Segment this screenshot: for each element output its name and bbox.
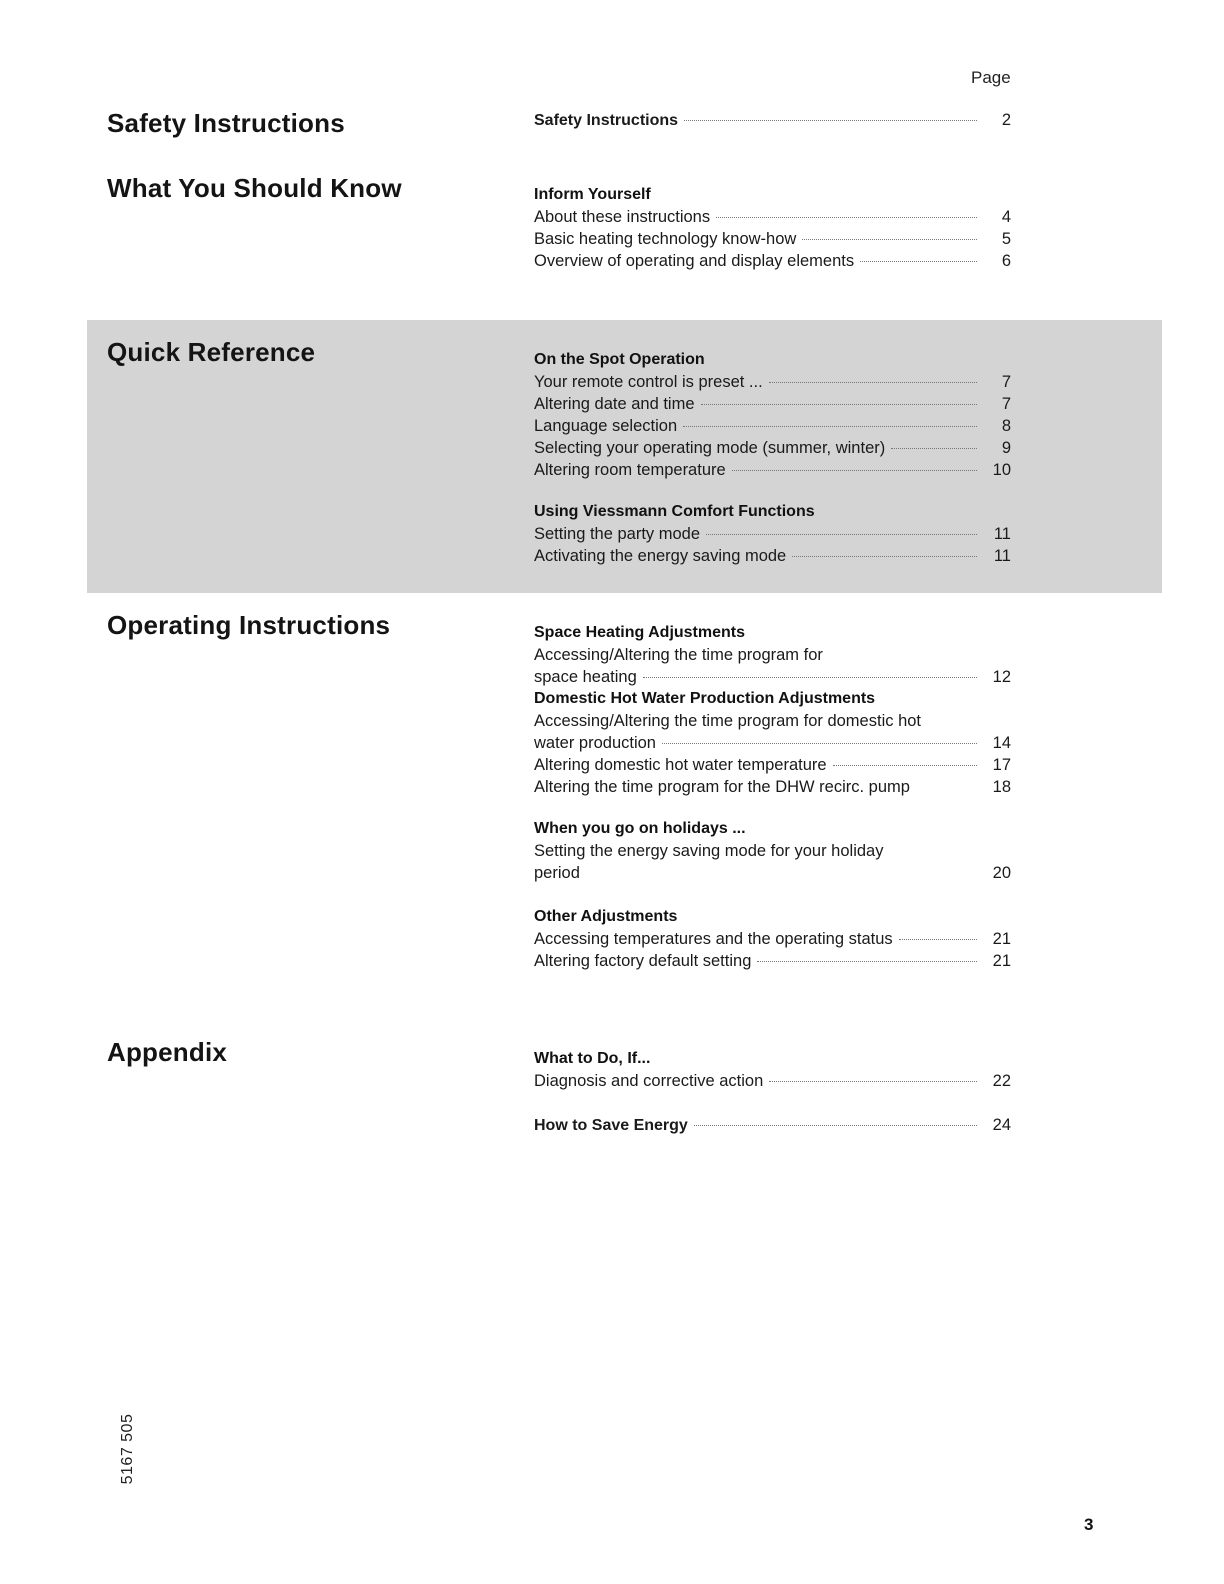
dot-leader xyxy=(899,939,977,940)
dot-leader xyxy=(643,677,977,678)
toc-group-heading: On the Spot Operation xyxy=(534,351,705,368)
dot-leader xyxy=(860,261,977,262)
toc-entry-text: Altering factory default setting xyxy=(534,952,752,970)
dot-leader xyxy=(891,448,977,449)
toc-entry-page: 7 xyxy=(1001,395,1011,413)
dot-leader xyxy=(792,556,977,557)
dot-leader xyxy=(694,1125,977,1126)
dot-leader xyxy=(757,961,977,962)
dot-leader xyxy=(769,382,977,383)
toc-entry-text-line: Accessing/Altering the time program for domestic hot xyxy=(534,712,922,730)
toc-entry-text: Safety Instructions xyxy=(534,112,679,129)
toc-group-heading: Domestic Hot Water Production Adjustments xyxy=(534,690,876,707)
toc-entry-text: Your remote control is preset ... xyxy=(534,373,763,391)
toc-group-heading: What to Do, If... xyxy=(534,1050,651,1067)
toc-entry[interactable] xyxy=(534,415,1011,437)
toc-entry-text: Altering domestic hot water temperature xyxy=(534,756,827,774)
toc-entry-text: Overview of operating and display elements xyxy=(534,252,855,270)
toc-entry[interactable] xyxy=(534,459,1011,481)
dot-leader xyxy=(706,534,977,535)
document-code: 5167 505 xyxy=(119,1413,136,1485)
toc-entry[interactable] xyxy=(534,109,1011,131)
toc-group-space-heating xyxy=(534,622,1011,798)
toc-entry-text: water production xyxy=(534,734,656,752)
toc-group-heading: Inform Yourself xyxy=(534,186,651,203)
toc-entry-page: 17 xyxy=(992,756,1011,774)
toc-group-heading: When you go on holidays ... xyxy=(534,820,746,837)
toc-entry-page: 9 xyxy=(1001,439,1011,457)
toc-entry[interactable] xyxy=(534,776,1011,798)
toc-entry-text: Activating the energy saving mode xyxy=(534,547,787,565)
toc-entry[interactable] xyxy=(534,206,1011,228)
toc-entry-text: Setting the party mode xyxy=(534,525,701,543)
toc-entry-text-line: Accessing/Altering the time program for xyxy=(534,646,823,664)
section-title-operating-instructions: Operating Instructions xyxy=(107,610,391,640)
toc-entry-page: 18 xyxy=(992,778,1011,796)
toc-entry[interactable] xyxy=(534,928,1011,950)
toc-entry-page: 5 xyxy=(1001,230,1011,248)
toc-entry[interactable] xyxy=(534,371,1011,393)
toc-entry[interactable] xyxy=(534,545,1011,567)
toc-entry-page: 11 xyxy=(993,525,1011,543)
dot-leader xyxy=(662,743,977,744)
toc-entry[interactable] xyxy=(534,437,1011,459)
toc-entry-page: 10 xyxy=(992,461,1011,479)
dot-leader xyxy=(683,426,977,427)
toc-entry-page: 22 xyxy=(992,1072,1011,1090)
toc-entry-page: 24 xyxy=(992,1116,1011,1134)
toc-entry[interactable] xyxy=(534,950,1011,972)
toc-group-on-the-spot xyxy=(534,349,1011,481)
toc-entry[interactable] xyxy=(534,666,1011,688)
toc-entry-text: Accessing temperatures and the operating status xyxy=(534,930,893,948)
section-title-what-you-should-know: What You Should Know xyxy=(107,173,402,203)
toc-group-heading: Space Heating Adjustments xyxy=(534,624,746,641)
toc-entry-page: 21 xyxy=(992,930,1011,948)
toc-entry[interactable] xyxy=(534,1114,1011,1136)
page-column-label: Page xyxy=(971,68,1011,87)
toc-group-safety xyxy=(534,109,1011,131)
toc-entry-page: 2 xyxy=(1001,111,1011,129)
toc-entry-page: 6 xyxy=(1001,252,1011,270)
toc-group-holidays xyxy=(534,818,1011,884)
toc-entry[interactable] xyxy=(534,732,1011,754)
toc-group-inform-yourself xyxy=(534,184,1011,272)
toc-entry[interactable] xyxy=(534,754,1011,776)
toc-entry-text: Altering room temperature xyxy=(534,461,726,479)
dot-leader xyxy=(701,404,977,405)
dot-leader xyxy=(684,120,977,121)
toc-entry[interactable] xyxy=(534,862,1011,884)
toc-entry-text: Altering date and time xyxy=(534,395,695,413)
toc-group-heading: Other Adjustments xyxy=(534,908,678,925)
toc-entry-text: About these instructions xyxy=(534,208,711,226)
toc-entry-text: space heating xyxy=(534,668,637,686)
toc-entry-page: 12 xyxy=(992,668,1011,686)
toc-entry-text: Diagnosis and corrective action xyxy=(534,1072,764,1090)
toc-entry[interactable] xyxy=(534,393,1011,415)
toc-group-other-adjustments xyxy=(534,906,1011,972)
toc-entry[interactable] xyxy=(534,1070,1011,1092)
toc-entry-page: 21 xyxy=(992,952,1011,970)
toc-entry-text-line: Setting the energy saving mode for your holiday xyxy=(534,842,884,860)
toc-entry-page: 11 xyxy=(993,547,1011,565)
toc-entry-text: Altering the time program for the DHW recirc. pump xyxy=(534,778,910,796)
toc-entry-text: How to Save Energy xyxy=(534,1117,688,1134)
toc-entry-page: 20 xyxy=(992,864,1011,882)
section-title-appendix: Appendix xyxy=(107,1037,228,1067)
toc-group-heading: Using Viessmann Comfort Functions xyxy=(534,503,815,520)
toc-entry[interactable] xyxy=(534,228,1011,250)
section-title-quick-reference: Quick Reference xyxy=(107,337,316,367)
toc-entry-page: 7 xyxy=(1001,373,1011,391)
dot-leader xyxy=(769,1081,977,1082)
dot-leader xyxy=(732,470,977,471)
toc-group-what-to-do xyxy=(534,1048,1011,1092)
section-title-safety: Safety Instructions xyxy=(107,108,345,138)
toc-entry[interactable] xyxy=(534,250,1011,272)
dot-leader xyxy=(802,239,977,240)
toc-entry-page: 8 xyxy=(1001,417,1011,435)
toc-group-save-energy xyxy=(534,1114,1011,1136)
toc-entry[interactable] xyxy=(534,523,1011,545)
toc-group-comfort-functions xyxy=(534,501,1011,567)
page-number: 3 xyxy=(1084,1515,1094,1534)
toc-entry-text: period xyxy=(534,864,580,882)
toc-entry-text: Basic heating technology know-how xyxy=(534,230,797,248)
toc-entry-text: Language selection xyxy=(534,417,678,435)
dot-leader xyxy=(716,217,977,218)
dot-leader xyxy=(833,765,977,766)
toc-entry-text: Selecting your operating mode (summer, winter) xyxy=(534,439,886,457)
toc-entry-page: 14 xyxy=(992,734,1011,752)
toc-entry-page: 4 xyxy=(1001,208,1011,226)
